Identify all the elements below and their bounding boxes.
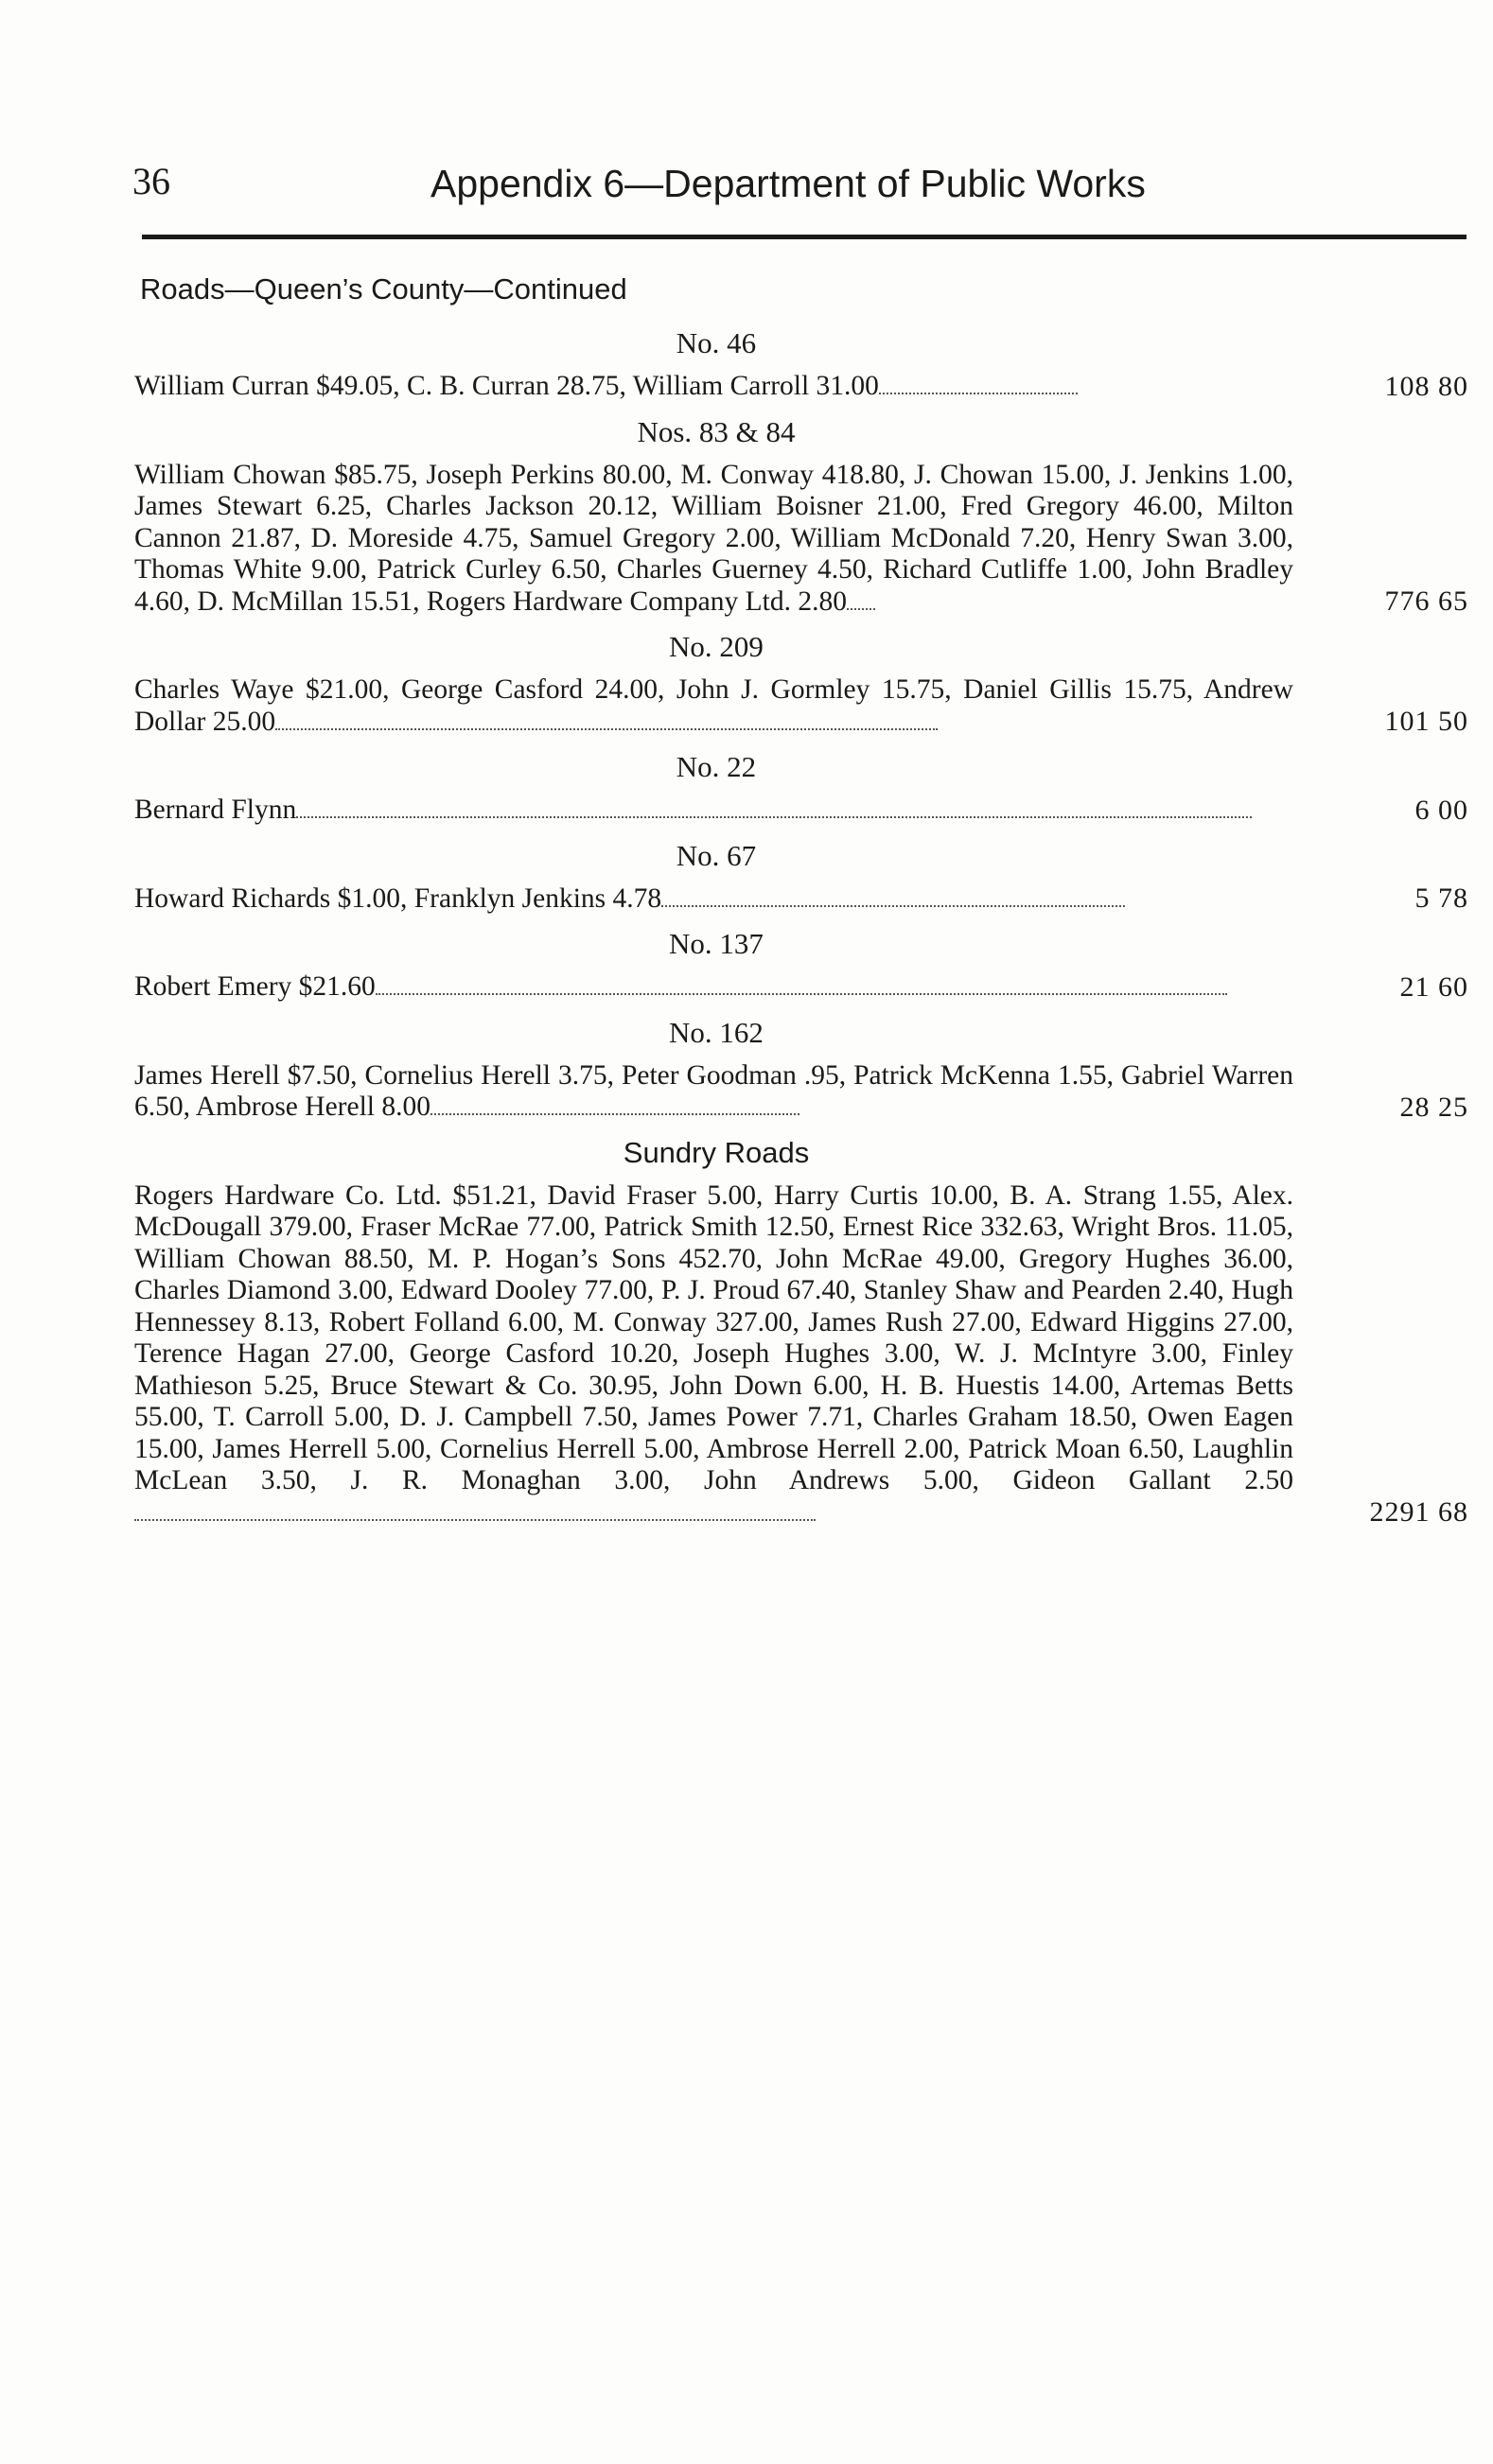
ledger-entry bbox=[134, 883, 1468, 916]
entry-amount: 6 00 bbox=[1414, 794, 1468, 826]
leader-dots bbox=[376, 993, 1227, 995]
ledger-entry bbox=[134, 460, 1468, 619]
entry-payees bbox=[134, 1180, 1293, 1529]
leader-dots bbox=[847, 608, 875, 610]
page-number: 36 bbox=[132, 160, 170, 202]
ledger-entry bbox=[134, 674, 1468, 738]
group-heading: No. 46 bbox=[676, 326, 757, 359]
ledger-entry bbox=[134, 971, 1468, 1004]
payee-list: Rogers Hardware Co. Ltd. $51.21, David Fraser 5.00, Harry Curtis 10.00, B. A. Strang 1.55, Alex. McDougall 379.00, Fraser McRae 77.00, Patrick Smith 12.50, Ernest Rice 332.63, Wright Bros. 11.05, William Chowan 88.50, M. P. Hogan’s Sons 452.70, John McRae 49.00, Gregory Hughes 36.00, Charles Diamond 3.00, Edward Dooley 77.00, P. J. Proud 67.40, Stanley Shaw and Pearden 2.40, Hugh Hennessey 8.13, Robert Folland 6.00, M. Conway 327.00, James Rush 27.00, Edward Higgins 27.00, Terence Hagan 27.00, George Casford 10.20, Joseph Hughes 3.00, W. J. McIntyre 3.00, Finley Mathieson 5.25, Bruce Stewart & Co. 30.95, John Down 6.00, H. B. Huestis 14.00, Artemas Betts 55.00, T. Carroll 5.00, D. J. Campbell 7.50, James Power 7.71, Charles Graham 18.50, Owen Eagen 15.00, James Herrell 5.00, Cornelius Herrell 5.00, Ambrose Herrell 2.00, Patrick Moan 6.50, Laughlin McLean 3.50, J. R. Monaghan 3.00, John Andrews 5.00, Gideon Gallant 2.50 bbox=[134, 1180, 1293, 1495]
leader-dots bbox=[879, 393, 1078, 394]
leader-dots bbox=[296, 816, 1252, 818]
payee-list: Charles Waye $21.00, George Casford 24.00, John J. Gormley 15.75, Daniel Gillis 15.75, Andrew Dollar 25.00 bbox=[134, 674, 1293, 737]
payee-list: James Herell $7.50, Cornelius Herell 3.75, Peter Goodman .95, Patrick McKenna 1.55, Gabriel Warren 6.50, Ambrose Herell 8.00 bbox=[134, 1059, 1293, 1122]
entry-amount: 776 65 bbox=[1384, 585, 1468, 617]
ledger-entry bbox=[134, 795, 1468, 827]
group-heading: No. 209 bbox=[669, 630, 764, 663]
entry-payees bbox=[134, 971, 1293, 1004]
entry-amount: 21 60 bbox=[1399, 970, 1468, 1003]
group-heading: No. 162 bbox=[669, 1015, 764, 1049]
payee-list: William Chowan $85.75, Joseph Perkins 80.00, M. Conway 418.80, J. Chowan 15.00, J. Jenkins 1.00, James Stewart 6.25, Charles Jackson 20.12, William Boisner 21.00, Fred Gregory 46.00, Milton Cannon 21.87, D. Moreside 4.75, Samuel Gregory 2.00, William McDonald 7.20, Henry Swan 3.00, Thomas White 9.00, Patrick Curley 6.50, Charles Guerney 4.50, Richard Cutliffe 1.00, John Bradley 4.60, D. McMillan 15.51, Rogers Hardware Company Ltd. 2.80 bbox=[134, 459, 1293, 617]
group-heading: No. 137 bbox=[669, 927, 764, 960]
entry-amount: 5 78 bbox=[1414, 882, 1468, 914]
entry-amount: 108 80 bbox=[1384, 370, 1468, 402]
entry-amount: 28 25 bbox=[1399, 1091, 1468, 1123]
payee-list: Bernard Flynn bbox=[134, 795, 297, 825]
leader-dots bbox=[661, 905, 1125, 907]
header-rule bbox=[142, 235, 1467, 239]
account-entries bbox=[134, 323, 1468, 1538]
entry-payees bbox=[134, 371, 1293, 403]
entry-amount: 2291 68 bbox=[1369, 1496, 1468, 1528]
payee-list: Howard Richards $1.00, Franklyn Jenkins 4.78 bbox=[134, 882, 662, 914]
section-title: Roads—Queen’s County—Continued bbox=[140, 272, 627, 306]
leader-dots bbox=[134, 1519, 816, 1521]
ledger-entry bbox=[134, 371, 1468, 403]
page-header bbox=[132, 159, 1467, 216]
group-heading: No. 22 bbox=[676, 750, 757, 783]
entry-payees bbox=[134, 674, 1293, 738]
entry-payees bbox=[134, 1060, 1293, 1124]
entry-payees bbox=[134, 460, 1293, 619]
leader-dots bbox=[275, 728, 938, 730]
ledger-entry bbox=[134, 1060, 1468, 1124]
entry-amount: 101 50 bbox=[1384, 706, 1468, 737]
payee-list: William Curran $49.05, C. B. Curran 28.75, William Carroll 31.00 bbox=[134, 371, 879, 401]
entry-payees bbox=[134, 883, 1293, 916]
running-title: Appendix 6—Department of Public Works bbox=[430, 162, 1146, 205]
group-heading: No. 67 bbox=[676, 838, 757, 872]
group-heading: Sundry Roads bbox=[623, 1135, 810, 1169]
entry-payees bbox=[134, 795, 1293, 827]
ledger-entry bbox=[134, 1180, 1468, 1529]
payee-list: Robert Emery $21.60 bbox=[134, 971, 376, 1002]
leader-dots bbox=[430, 1113, 799, 1115]
group-heading: Nos. 83 & 84 bbox=[637, 414, 796, 448]
